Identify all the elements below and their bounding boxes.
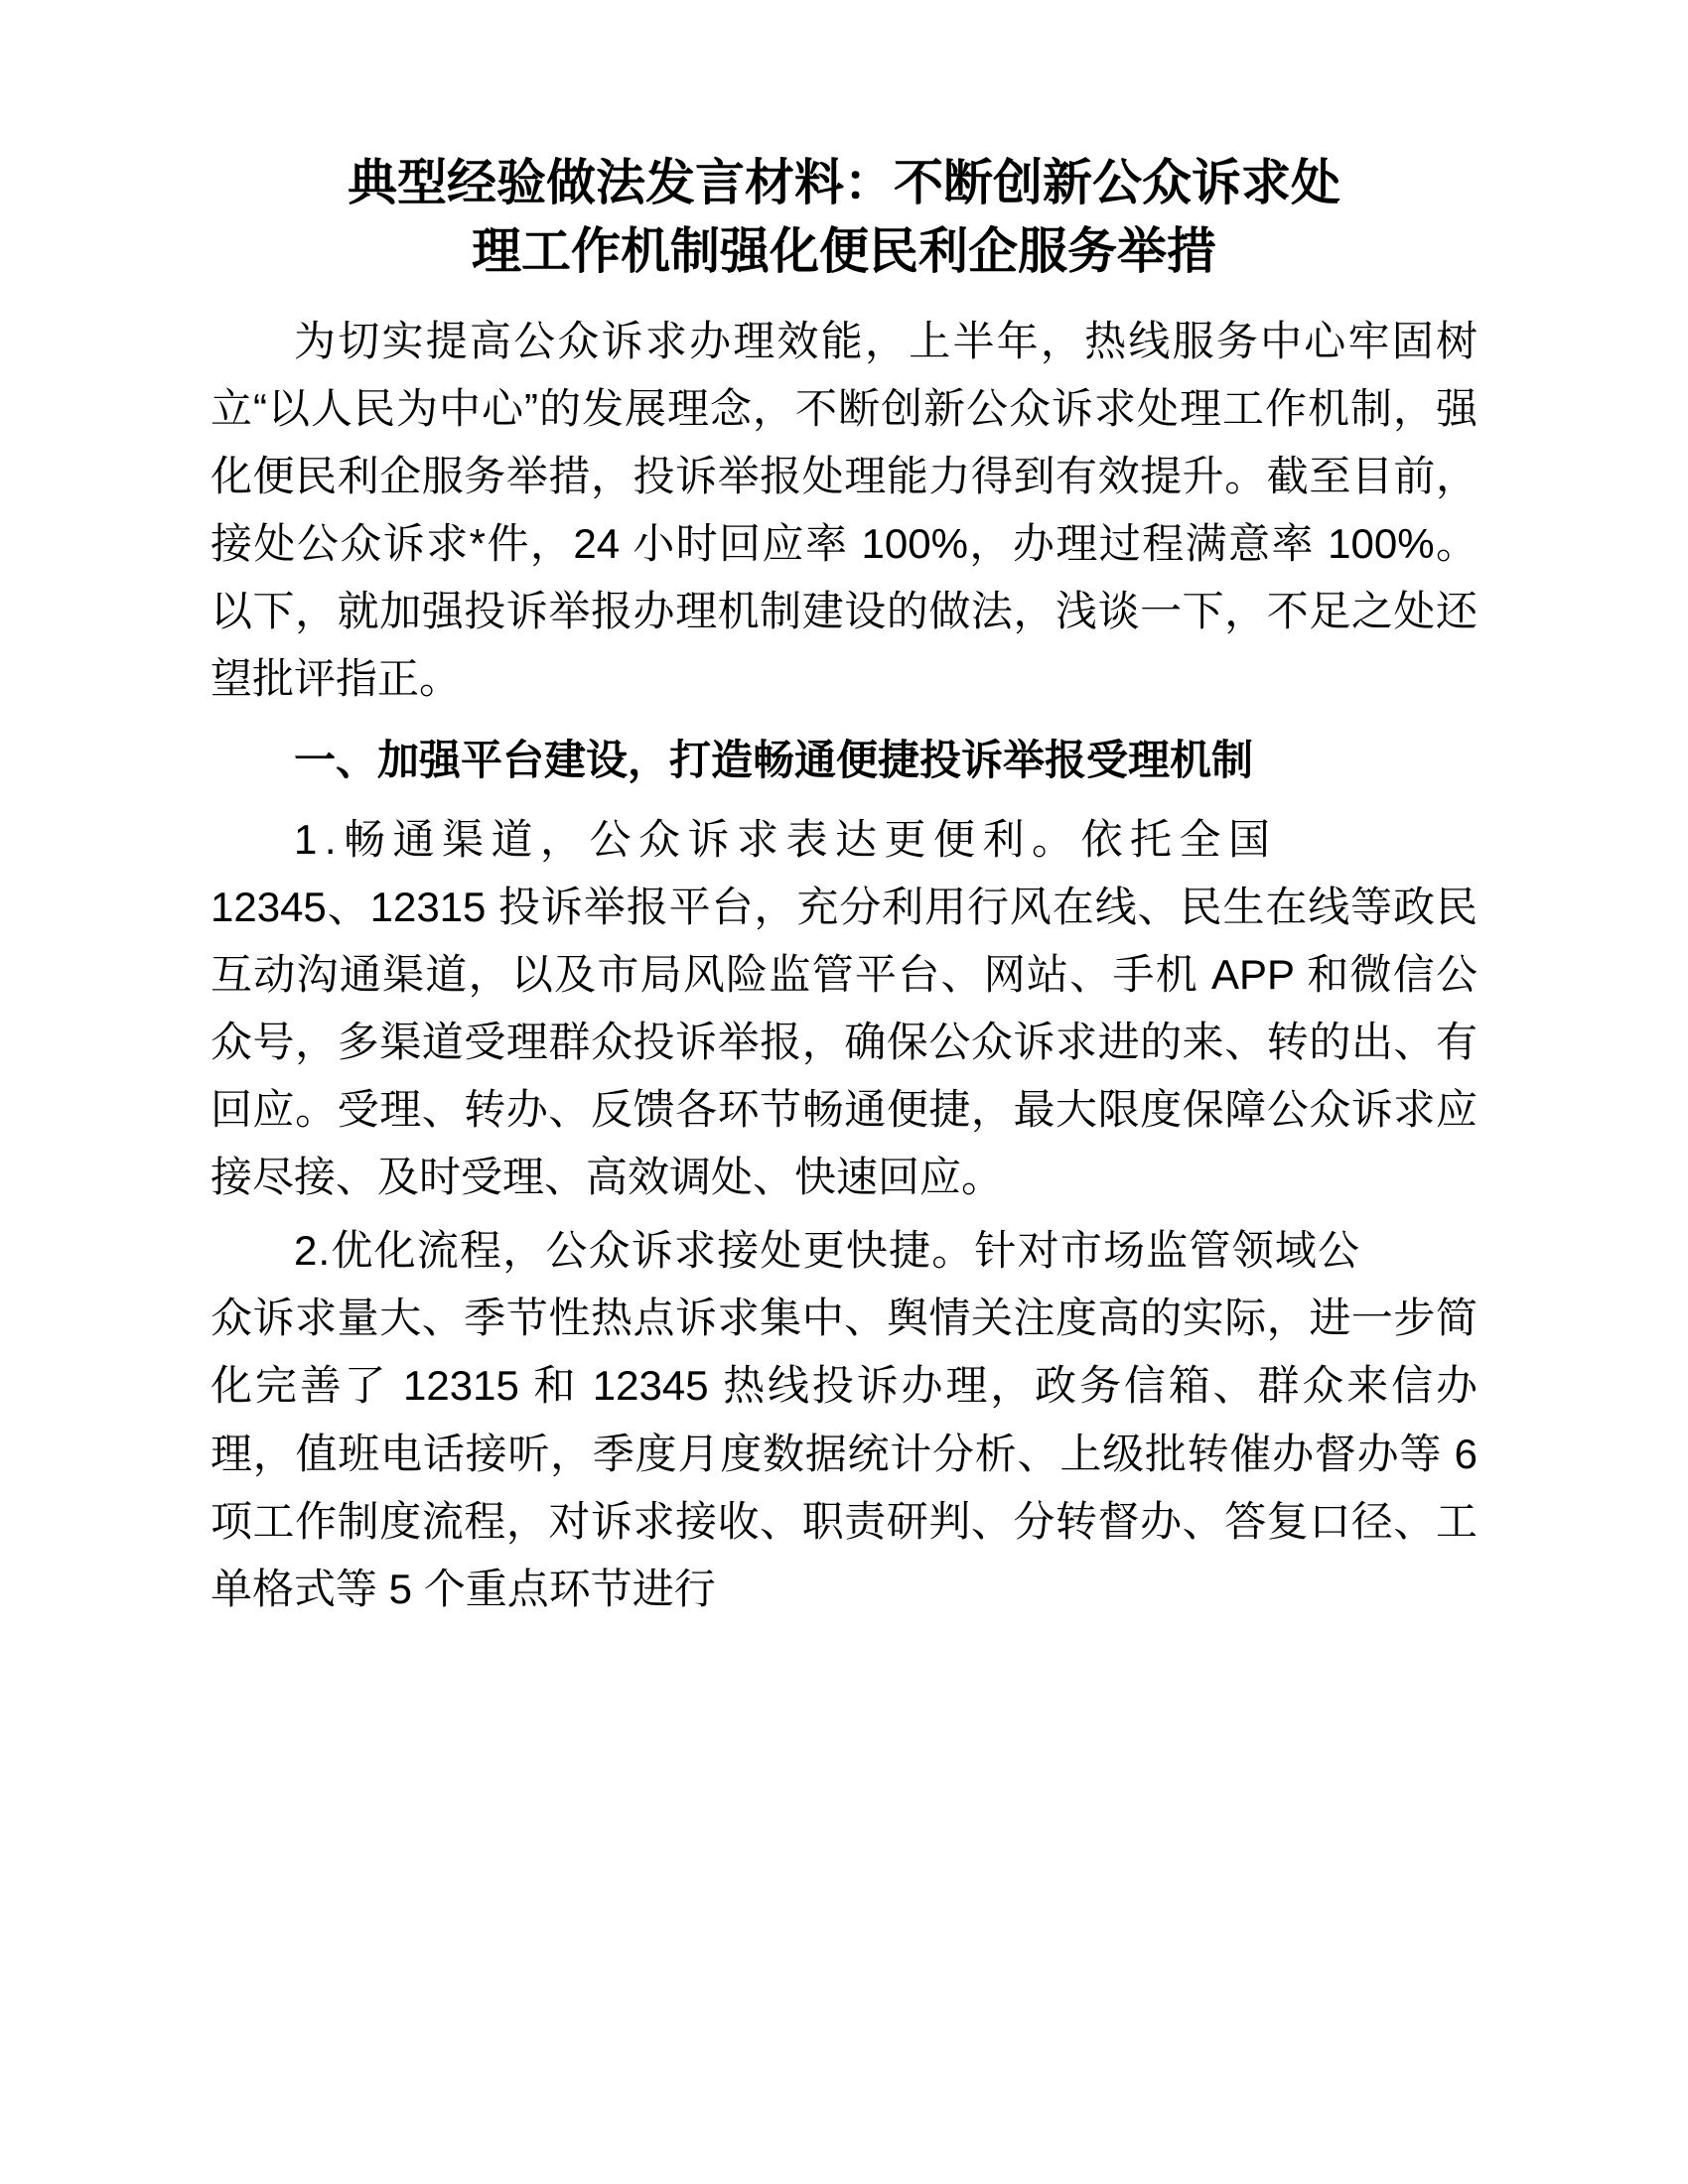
title-line-2: 理工作机制强化便民利企服务举措 [472, 223, 1216, 279]
intro-paragraph: 为切实提高公众诉求办理效能，上半年，热线服务中心牢固树立“以人民为中心”的发展理念，不断创新公众诉求处理工作机制，强化便民利企服务举措，投诉举报处理能力得到有效提升。截至目前，接处公众诉求*件，24 小时回应率 100%，办理过程满意率 100%。以下，就加强投诉举报办理机制建设的做法，浅谈一下，不足之处还望批评指正。 [211, 318, 1477, 703]
numbered-item-2 [211, 1217, 1477, 1622]
numbered-item-1 [211, 806, 1477, 1211]
numbered-item-1-body: 12345、12315 投诉举报平台，充分利用行风在线、民生在线等政民互动沟通渠道，以及市局风险监管平台、网站、手机 APP 和微信公众号，多渠道受理群众投诉举报，确保公众诉求进的来、转的出、有回应。受理、转办、反馈各环节畅通便捷，最大限度保障公众诉求应接尽接、及时受理、高效调处、快速回应。 [211, 884, 1477, 1201]
page-title [211, 149, 1477, 286]
numbered-item-1-lead: 1.畅通渠道，公众诉求表达更便利。依托全国 [294, 816, 1278, 864]
numbered-item-2-lead: 2.优化流程，公众诉求接处更快捷。针对市场监管领域公 [294, 1227, 1361, 1275]
section-heading-1: 一、加强平台建设，打造畅通便捷投诉举报受理机制 [294, 737, 1254, 784]
title-line-1: 典型经验做法发言材料：不断创新公众诉求处 [348, 155, 1340, 210]
numbered-item-2-body: 众诉求量大、季节性热点诉求集中、舆情关注度高的实际，进一步简化完善了 12315 和 12345 热线投诉办理，政务信箱、群众来信办理，值班电话接听，季度月度数据统计分析、上级批转催办督办等 6 项工作制度流程，对诉求接收、职责研判、分转督办、答复口径、工单格式等 5 个重点环节进行 [211, 1295, 1477, 1612]
